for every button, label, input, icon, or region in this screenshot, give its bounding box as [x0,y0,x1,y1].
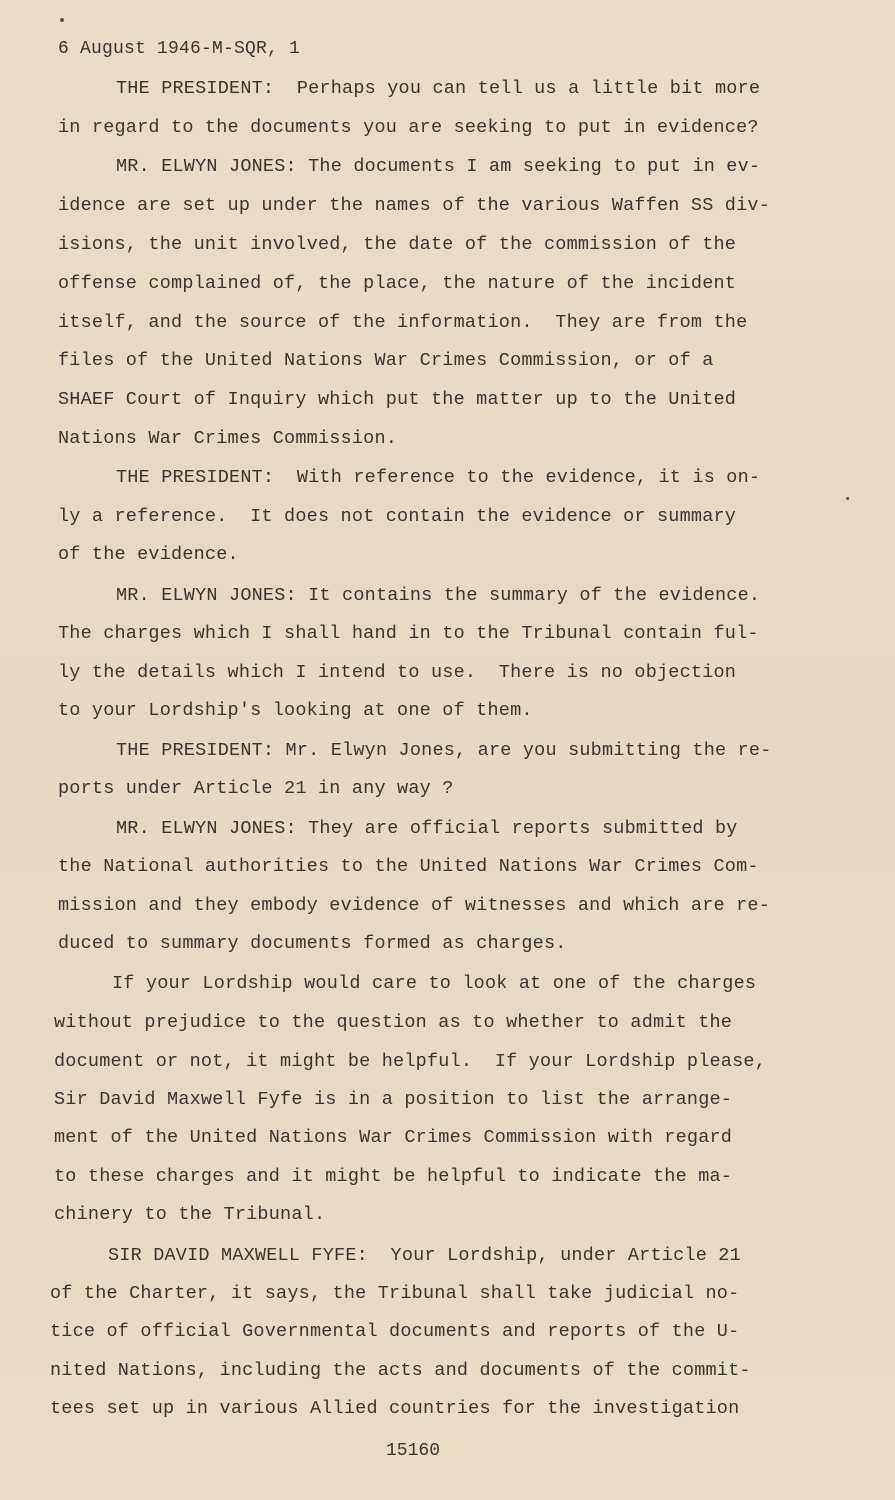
text-line: Sir David Maxwell Fyfe is in a position to list the arrange- [54,1089,733,1110]
ink-speck [60,18,64,22]
text-line: of the evidence. [58,544,239,565]
text-line: itself, and the source of the information. They are from the [58,312,748,333]
text-line: tees set up in various Allied countries for the investigation [50,1398,740,1419]
text-line: SIR DAVID MAXWELL FYFE: Your Lordship, under Article 21 [108,1245,741,1266]
text-line: in regard to the documents you are seeking to put in evidence? [58,117,759,138]
text-line: document or not, it might be helpful. If your Lordship please, [54,1051,767,1072]
text-line: isions, the unit involved, the date of the commission of the [58,234,737,255]
text-line: The charges which I shall hand in to the Tribunal contain ful- [58,623,759,644]
ink-speck [846,497,849,500]
text-line: idence are set up under the names of the various Waffen SS div- [58,195,771,216]
text-line: files of the United Nations War Crimes Commission, or of a [58,350,714,371]
text-line: ly a reference. It does not contain the evidence or summary [58,506,737,527]
text-line: If your Lordship would care to look at one of the charges [112,973,757,994]
text-line: the National authorities to the United Nations War Crimes Com- [58,856,759,877]
text-line: MR. ELWYN JONES: The documents I am seeking to put in ev- [116,156,761,177]
text-line: ly the details which I intend to use. There is no objection [58,662,737,683]
text-line: to these charges and it might be helpful to indicate the ma- [54,1166,733,1187]
text-line: MR. ELWYN JONES: It contains the summary of the evidence. [116,585,761,606]
text-line: without prejudice to the question as to whether to admit the [54,1012,733,1033]
text-line: tice of official Governmental documents and reports of the U- [50,1321,740,1342]
text-line: ment of the United Nations War Crimes Commission with regard [54,1127,733,1148]
text-line: of the Charter, it says, the Tribunal shall take judicial no- [50,1283,740,1304]
text-line: chinery to the Tribunal. [54,1204,326,1225]
header-line: 6 August 1946-M-SQR, 1 [58,39,301,59]
text-line: nited Nations, including the acts and documents of the commit- [50,1360,751,1381]
page-number: 15160 [386,1441,441,1461]
text-line: mission and they embody evidence of witnesses and which are re- [58,895,771,916]
text-line: offense complained of, the place, the nature of the incident [58,273,737,294]
text-line: THE PRESIDENT: Mr. Elwyn Jones, are you submitting the re- [116,740,772,761]
text-line: THE PRESIDENT: With reference to the evidence, it is on- [116,467,761,488]
text-line: ports under Article 21 in any way ? [58,778,454,799]
text-line: SHAEF Court of Inquiry which put the matter up to the United [58,389,737,410]
text-line: duced to summary documents formed as charges. [58,933,567,954]
text-line: THE PRESIDENT: Perhaps you can tell us a little bit more [116,78,761,99]
text-line: to your Lordship's looking at one of them. [58,700,533,721]
text-line: Nations War Crimes Commission. [58,428,398,449]
text-line: MR. ELWYN JONES: They are official reports submitted by [116,818,738,839]
